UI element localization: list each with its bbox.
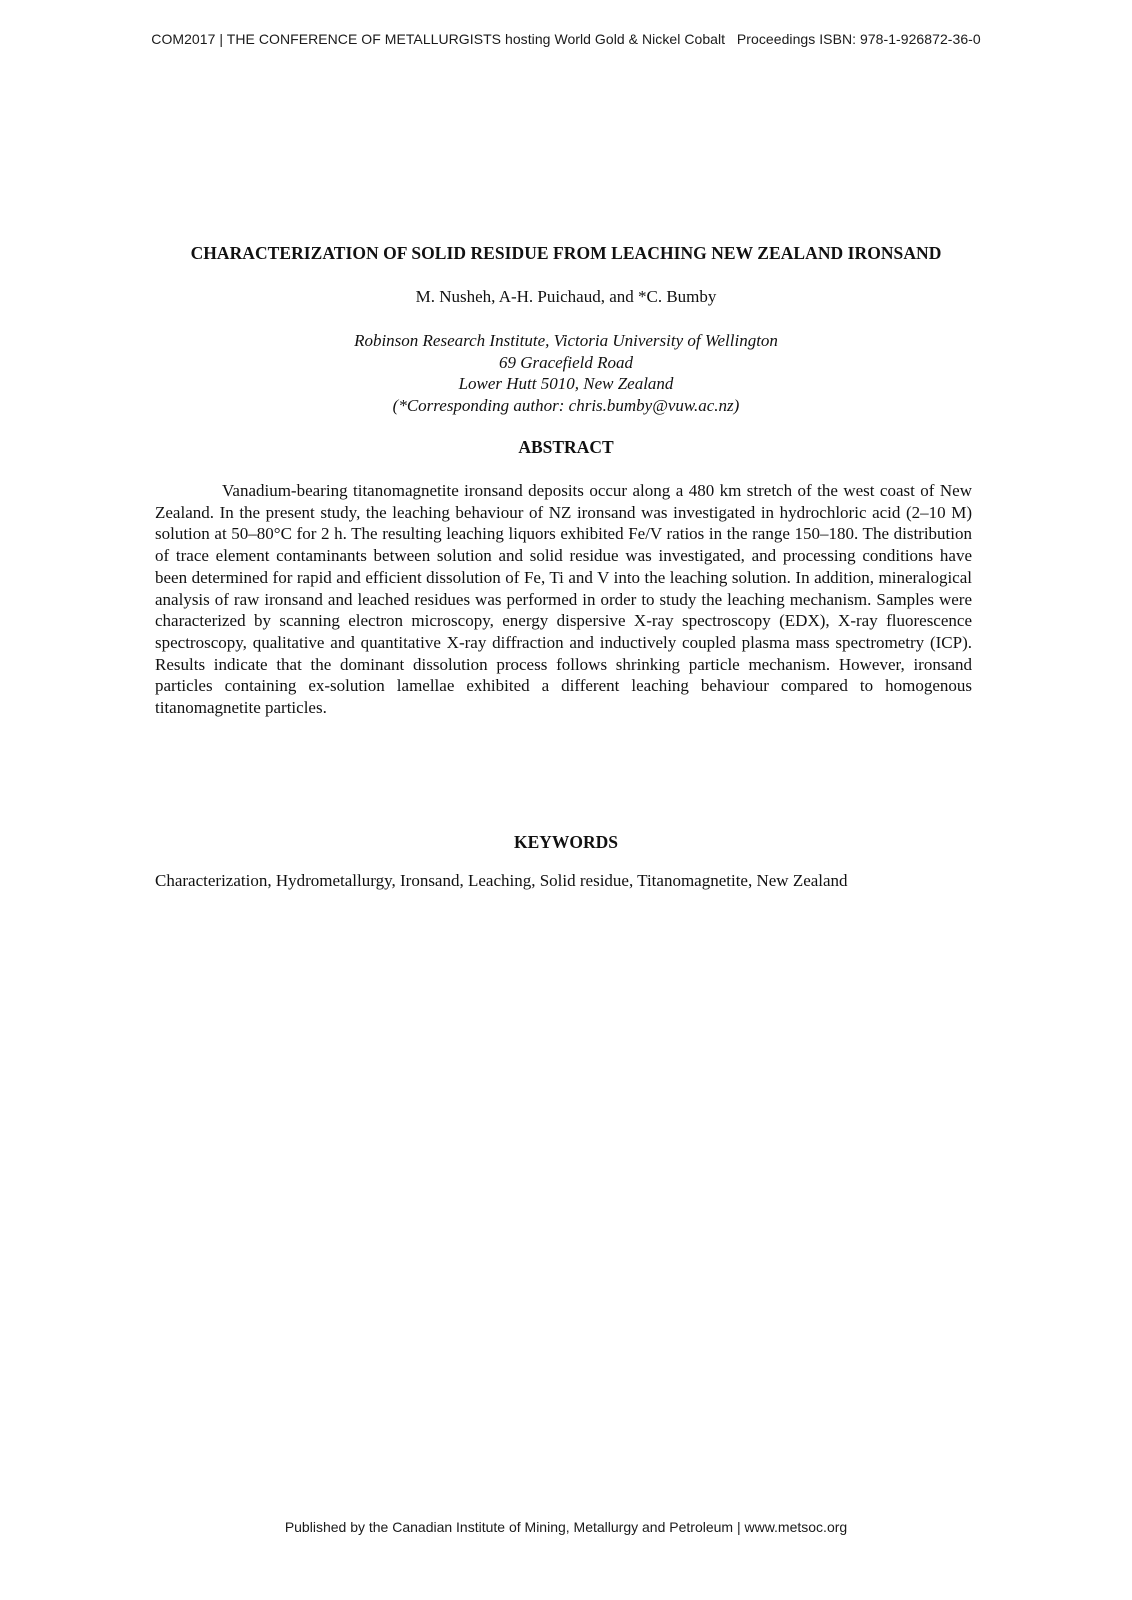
affiliation-street: 69 Gracefield Road bbox=[498, 352, 634, 372]
running-header: COM2017 | THE CONFERENCE OF METALLURGISTS hosting World Gold & Nickel Cobalt Proceedings ISBN: 978-1-926872-36-0 bbox=[151, 31, 981, 47]
affiliation-block bbox=[0, 330, 1132, 416]
affiliation-institute: Robinson Research Institute, Victoria University of Wellington bbox=[354, 331, 778, 350]
paper-title: CHARACTERIZATION OF SOLID RESIDUE FROM LEACHING NEW ZEALAND IRONSAND bbox=[190, 243, 942, 263]
affiliation-city: Lower Hutt 5010, New Zealand bbox=[458, 374, 674, 394]
keywords-list: Characterization, Hydrometallurgy, Ironsand, Leaching, Solid residue, Titanomagnetite, New Zealand bbox=[155, 871, 848, 890]
publisher-footer: Published by the Canadian Institute of Mining, Metallurgy and Petroleum | www.metsoc.org bbox=[284, 1519, 848, 1535]
keywords-heading: KEYWORDS bbox=[513, 832, 619, 852]
author-list: M. Nusheh, A-H. Puichaud, and *C. Bumby bbox=[415, 287, 717, 306]
abstract-heading: ABSTRACT bbox=[518, 437, 614, 457]
abstract-text: Vanadium-bearing titanomagnetite ironsand deposits occur along a 480 km stretch of the west coast of New Zealand. In the present study, the leaching behaviour of NZ ironsand was investigated in hydrochloric acid (2–10 M) solution at 50–80°C for 2 h. The resulting leaching liquors exhibited Fe/V ratios in the range 150–180. The distribution of trace element contaminants between solution and solid residue was investigated, and processing conditions have been determined for rapid and efficient dissolution of Fe, Ti and V into the leaching solution. In addition, mineralogical analysis of raw ironsand and leached residues was performed in order to study the leaching mechanism. Samples were characterized by scanning electron microscopy, energy dispersive X-ray spectroscopy (EDX), X-ray fluorescence spectroscopy, qualitative and quantitative X-ray diffraction and inductively coupled plasma mass spectrometry (ICP). Results indicate that the dominant dissolution process follows shrinking particle mechanism. However, ironsand particles containing ex-solution lamellae exhibited a different leaching behaviour compared to homogenous titanomagnetite particles. bbox=[155, 481, 972, 718]
corresponding-author: (*Corresponding author: chris.bumby@vuw.ac.nz) bbox=[392, 395, 740, 415]
